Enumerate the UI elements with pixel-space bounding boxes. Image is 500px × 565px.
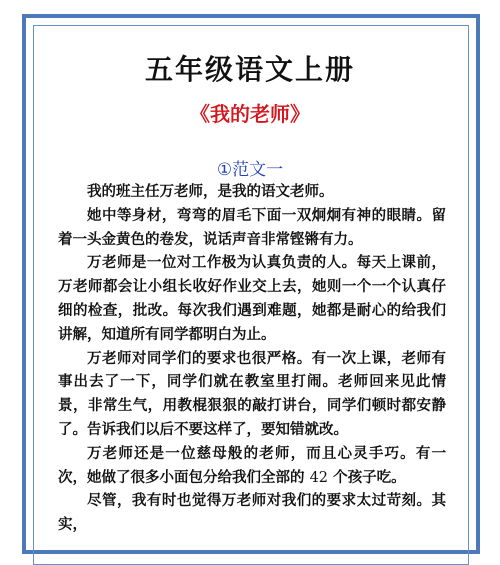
paragraph-6: 尽管，我有时也觉得万老师对我们的要求太过苛刻。其实， <box>58 493 446 534</box>
paragraph-5-number: 42 <box>309 469 329 486</box>
paragraph-3: 万老师是一位对工作极为认真负责的人。每天上课前，万老师都会让小组长收好作业交上去，她则一个一个认真仔细的检查，批改。每次我们遇到难题，她都是耐心的给我们讲解，知道所有同学都明白为止。 <box>58 255 446 343</box>
document-title: 五年级语文上册 <box>144 53 355 86</box>
paragraph-5-text-after: 个孩子吃。 <box>333 469 406 486</box>
paragraph-4: 万老师对同学们的要求也很严格。有一次上课，老师有事出去了一下，同学们就在教室里打闹。老师回来见此情景，非常生气，用教棍狠狠的敲打讲台，同学们顿时都安静了。告诉我们以后不要这样了，要知错就改。 <box>58 350 446 438</box>
paragraph-5-text-before: 万老师还是一位慈母般的老师，而且心灵手巧。有一次，她做了很多小面包分给我们全部的 <box>58 445 446 486</box>
section-heading: ①范文一 <box>216 160 284 180</box>
paragraph-1: 我的班主任万老师，是我的语文老师。 <box>87 184 334 200</box>
paragraph-2: 她中等身材，弯弯的眉毛下面一双炯炯有神的眼睛。留着一头金黄色的卷发，说话声音非常铿锵有力。 <box>58 207 446 248</box>
essay-body <box>58 181 446 538</box>
paragraph-5 <box>58 443 446 491</box>
document-subtitle: 《我的老师》 <box>190 102 310 126</box>
